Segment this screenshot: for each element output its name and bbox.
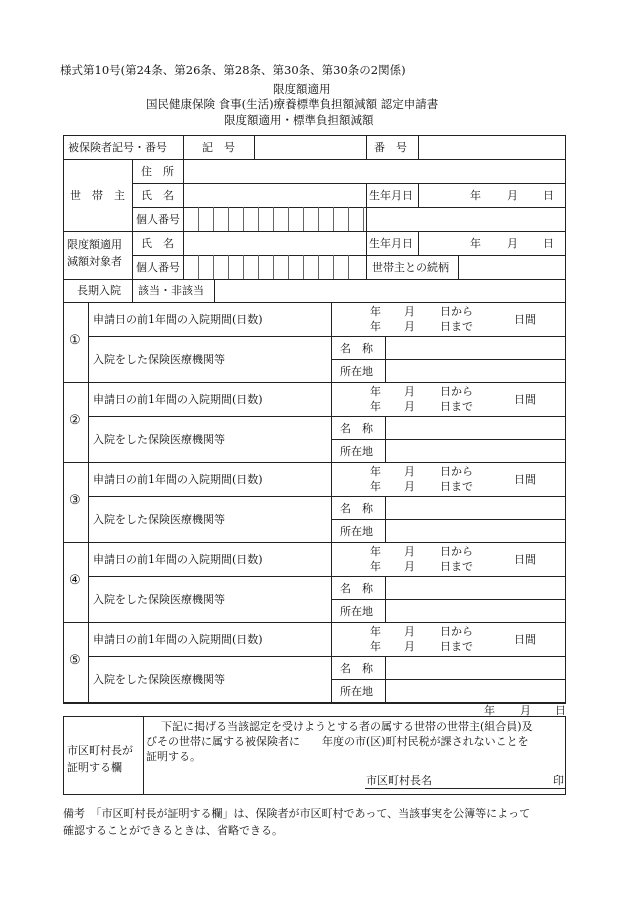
to-label: 日まで	[440, 640, 473, 653]
duration-label: 申請日の前1年間の入院期間(日数)	[93, 553, 263, 566]
head-birthdate-label: 生年月日	[369, 189, 413, 202]
long-stay-label: 長期入院	[77, 284, 121, 297]
period-number: ⑤	[69, 653, 81, 668]
period-number: ①	[69, 333, 81, 348]
target-birthdate-label: 生年月日	[369, 237, 413, 250]
from-month: 月	[404, 625, 415, 638]
to-label: 日まで	[440, 320, 473, 333]
to-month: 月	[404, 320, 415, 333]
cert-label-1: 市区町村長が	[67, 744, 133, 757]
hospital-label: 入院をした保険医療機関等	[93, 673, 225, 686]
from-label: 日から	[440, 385, 473, 398]
facility-name-label: 名 称	[340, 582, 373, 595]
form-number: 様式第10号(第24条、第26条、第28条、第30条、第30条の2関係)	[60, 63, 406, 77]
facility-name-label: 名 称	[340, 662, 373, 675]
from-month: 月	[404, 545, 415, 558]
long-stay-value: 該当・非該当	[138, 284, 204, 297]
to-month: 月	[404, 640, 415, 653]
address-label: 住 所	[141, 165, 174, 178]
cert-text-3: 証明する。	[146, 750, 201, 763]
from-year: 年	[370, 385, 381, 398]
remarks-line-1: 備考 「市区町村長が証明する欄」は、保険者が市区町村であって、当該事実を公簿等によって	[63, 807, 531, 820]
hospital-label: 入院をした保険医療機関等	[93, 513, 225, 526]
bango-label: 番 号	[374, 141, 407, 154]
head-birth-year: 年	[470, 189, 481, 202]
cert-label-2: 証明する欄	[67, 761, 122, 774]
days-label: 日間	[514, 393, 536, 406]
seal-mark: 印	[553, 774, 564, 787]
duration-label: 申請日の前1年間の入院期間(日数)	[93, 633, 263, 646]
from-label: 日から	[440, 305, 473, 318]
to-month: 月	[404, 400, 415, 413]
insured-label: 被保険者記号・番号	[68, 141, 167, 154]
cert-text-1: 下記に掲げる当該認定を受けようとする者の属する世帯の世帯主(組合員)及	[161, 720, 533, 733]
head-personal-number-label: 個人番号	[136, 213, 180, 226]
duration-label: 申請日の前1年間の入院期間(日数)	[93, 313, 263, 326]
mayor-name-label: 市区町村長名	[366, 774, 432, 787]
title-line-1: 限度額適用	[273, 82, 331, 96]
facility-address-label: 所在地	[340, 365, 373, 378]
facility-name-label: 名 称	[340, 502, 373, 515]
title-line-2: 国民健康保険 食事(生活)療養標準負担額減額 認定申請書	[146, 97, 439, 111]
facility-name-label: 名 称	[340, 422, 373, 435]
facility-address-label: 所在地	[340, 605, 373, 618]
hospital-label: 入院をした保険医療機関等	[93, 353, 225, 366]
facility-address-label: 所在地	[340, 525, 373, 538]
to-year: 年	[370, 400, 381, 413]
days-label: 日間	[514, 313, 536, 326]
to-label: 日まで	[440, 480, 473, 493]
cert-text-2: びその世帯に属する被保険者に 年度の市(区)町村民税が課されないことを	[146, 735, 529, 748]
days-label: 日間	[514, 473, 536, 486]
days-label: 日間	[514, 553, 536, 566]
from-label: 日から	[440, 625, 473, 638]
from-year: 年	[370, 545, 381, 558]
period-number: ②	[69, 413, 81, 428]
kigo-label: 記 号	[202, 141, 235, 154]
duration-label: 申請日の前1年間の入院期間(日数)	[93, 393, 263, 406]
facility-address-label: 所在地	[340, 685, 373, 698]
target-name-label: 氏 名	[141, 237, 174, 250]
target-label-1: 限度額適用	[67, 238, 122, 251]
to-month: 月	[404, 480, 415, 493]
head-birth-month: 月	[507, 189, 518, 202]
from-month: 月	[404, 465, 415, 478]
from-year: 年	[370, 305, 381, 318]
hospital-label: 入院をした保険医療機関等	[93, 433, 225, 446]
duration-label: 申請日の前1年間の入院期間(日数)	[93, 473, 263, 486]
to-year: 年	[370, 480, 381, 493]
target-birth-day: 日	[543, 237, 554, 250]
to-month: 月	[404, 560, 415, 573]
head-name-label: 氏 名	[141, 189, 174, 202]
date-month: 月	[520, 704, 531, 717]
date-year: 年	[484, 704, 495, 717]
hospital-label: 入院をした保険医療機関等	[93, 593, 225, 606]
to-year: 年	[370, 640, 381, 653]
facility-address-label: 所在地	[340, 445, 373, 458]
facility-name-label: 名 称	[340, 342, 373, 355]
to-year: 年	[370, 560, 381, 573]
relation-label: 世帯主との続柄	[372, 261, 449, 274]
target-label-2: 減額対象者	[67, 255, 122, 268]
days-label: 日間	[514, 633, 536, 646]
household-head-label: 世 帯 主	[70, 189, 125, 202]
from-month: 月	[404, 305, 415, 318]
from-month: 月	[404, 385, 415, 398]
to-year: 年	[370, 320, 381, 333]
to-label: 日まで	[440, 400, 473, 413]
target-birth-year: 年	[470, 237, 481, 250]
title-line-3: 限度額適用・標準負担額減額	[224, 113, 374, 127]
period-number: ③	[69, 493, 81, 508]
date-day: 日	[555, 704, 566, 717]
period-number: ④	[69, 573, 81, 588]
from-year: 年	[370, 465, 381, 478]
target-birth-month: 月	[507, 237, 518, 250]
target-personal-number-label: 個人番号	[136, 261, 180, 274]
to-label: 日まで	[440, 560, 473, 573]
remarks-line-2: 確認することができるときは、省略できる。	[63, 824, 283, 837]
from-label: 日から	[440, 545, 473, 558]
from-year: 年	[370, 625, 381, 638]
head-birth-day: 日	[543, 189, 554, 202]
from-label: 日から	[440, 465, 473, 478]
